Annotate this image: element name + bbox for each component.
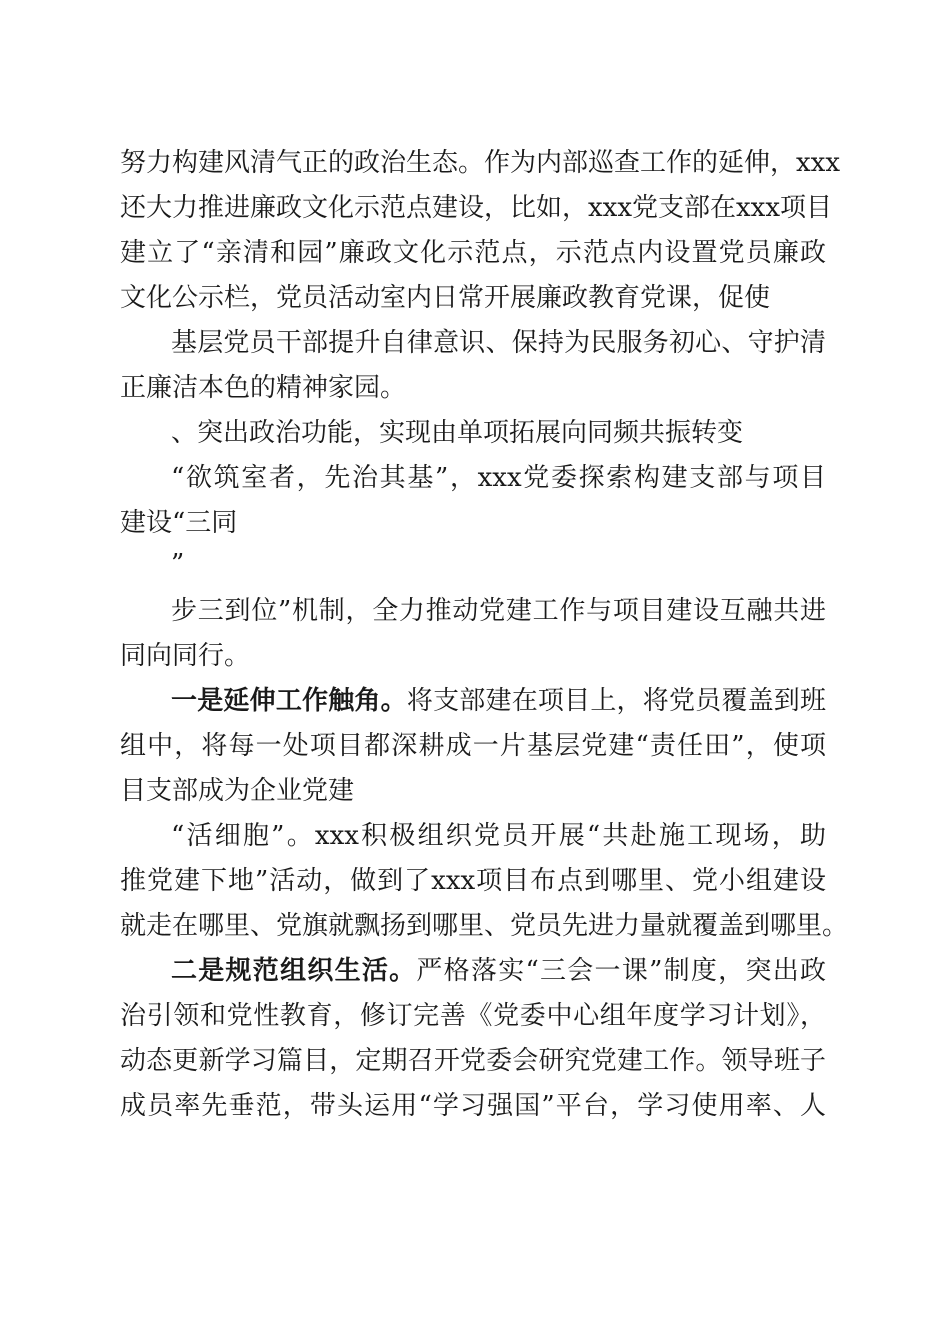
section-heading: 、突出政治功能，实现由单项拓展向同频共振转变 (171, 418, 744, 448)
text-line-12: 同向同行。 (120, 641, 251, 671)
text-line-19 (171, 954, 826, 988)
bold-lead-1: 一是延伸工作触角。 (171, 686, 407, 716)
text-line-2: 还大力推进廉政文化示范点建设，比如，xxx党支部在xxx项目 (120, 193, 832, 223)
text-line-10: ” (171, 549, 185, 579)
bold-lead-2: 二是规范组织生活。 (171, 956, 417, 986)
text-line-4: 文化公示栏，党员活动室内日常开展廉政教育党课，促使 (120, 283, 771, 313)
text-line-19-rest: 严格落实“三会一课”制度，突出政 (416, 956, 826, 986)
text-line-6: 正廉洁本色的精神家园。 (120, 373, 407, 403)
text-line-13-rest: 将支部建在项目上，将党员覆盖到班 (406, 686, 826, 716)
text-line-3: 建立了“亲清和园”廉政文化示范点，示范点内设置党员廉政 (120, 238, 826, 268)
text-line-1: 努力构建风清气正的政治生态。作为内部巡查工作的延伸，xxx (120, 148, 840, 178)
text-line-18: 就走在哪里、党旗就飘扬到哪里、党员先进力量就覆盖到哪里。 (120, 911, 849, 941)
text-line-15: 目支部成为企业党建 (120, 776, 355, 806)
text-line-5: 基层党员干部提升自律意识、保持为民服务初心、守护清 (171, 328, 826, 358)
text-line-13 (171, 684, 826, 718)
text-line-14: 组中，将每一处项目都深耕成一片基层党建“责任田”，使项 (120, 731, 826, 761)
text-line-8: “欲筑室者，先治其基”，xxx党委探索构建支部与项目 (171, 463, 826, 493)
text-line-9: 建设“三同 (120, 508, 238, 538)
text-line-17: 推党建下地”活动，做到了xxx项目布点到哪里、党小组建设 (120, 866, 826, 896)
text-line-11: 步三到位”机制，全力推动党建工作与项目建设互融共进 (171, 596, 826, 626)
text-line-16: “活细胞”。xxx积极组织党员开展“共赴施工现场，助 (171, 821, 826, 851)
text-line-21: 动态更新学习篇目，定期召开党委会研究党建工作。领导班子 (120, 1046, 826, 1076)
text-line-20: 治引领和党性教育，修订完善《党委中心组年度学习计划》， (120, 1001, 826, 1031)
text-line-22: 成员率先垂范，带头运用“学习强国”平台，学习使用率、人 (120, 1091, 826, 1121)
